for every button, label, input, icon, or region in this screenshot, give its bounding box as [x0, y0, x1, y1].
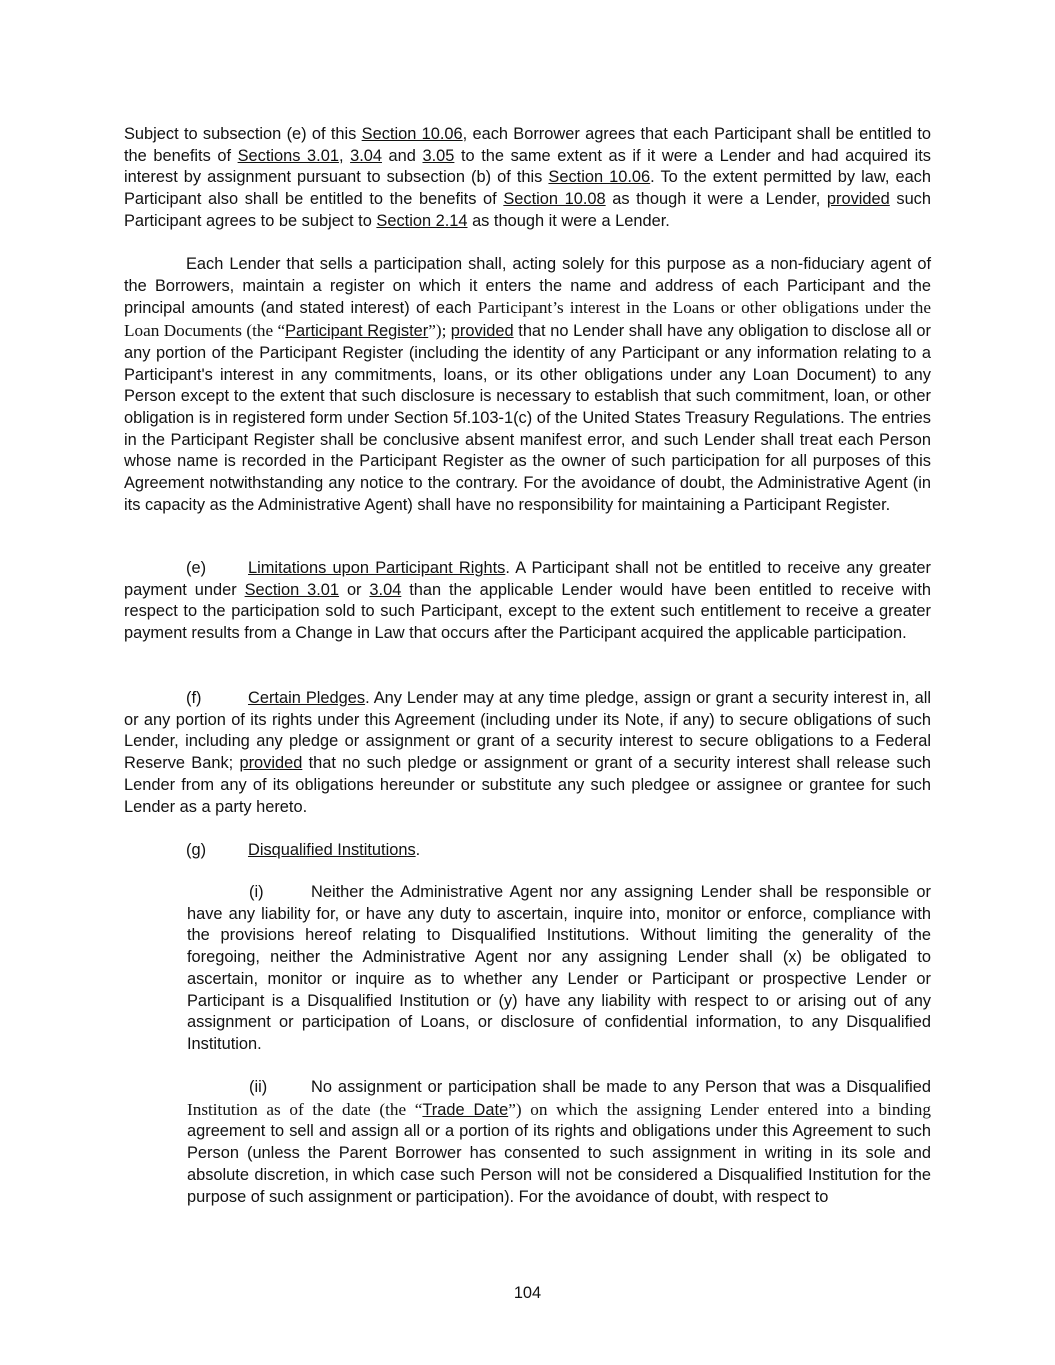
- defined-term-participant-register: Participant Register: [285, 322, 429, 341]
- defined-term-provided: provided: [450, 322, 514, 341]
- section-g-disqualified-institutions: [124, 840, 931, 862]
- cross-reference: Section 10.08: [503, 190, 606, 209]
- defined-term-provided: provided: [239, 754, 303, 773]
- text: as though it were a Lender,: [605, 190, 827, 209]
- cross-reference: Section 10.06: [548, 168, 651, 187]
- section-heading: Disqualified Institutions: [248, 841, 416, 859]
- section-f-certain-pledges: [124, 688, 931, 818]
- text: Neither the Administrative Agent nor any assigning Lender shall be responsible or have any liability for, or have any duty to ascertain, inquire into, monitor or enforce, compliance with the provisions hereof relating to Disqualified Institutions. Without limiting the generality of the foregoing, neither the Administrative Agent nor any assigning Lender shall (x) be obligated to ascertain, monitor or inquire as to whether any Lender or Participant or prospective Lender or Participant is a Disqualified Institution or (y) have any liability with respect to or arising out of any assignment or participation of Loans, or disclosure of confidential information, to any Disqualified Institution.: [187, 883, 931, 1053]
- text: that no Lender shall have any obligation to disclose all or any portion of the Participant Register (including the identity of any Participant or any information relating to a Participant's interest in any commitments, loans, or its other obligations under any Loan Document) to any Person except to the extent that such disclosure is necessary to establish that such commitment, loan, or other obligation is in registered form under Section 5f.103-1(c) of the United States Treasury Regulations. The entries in the Participant Register shall be conclusive absent manifest error, and such Lender shall treat each Person whose name is recorded in the Participant Register as the owner of such participation for all purposes of this Agreement notwithstanding any notice to the contrary. For the avoidance of doubt, the Administrative Agent (in its capacity as the Administrative Agent) shall have no responsibility for maintaining a Participant Register.: [124, 322, 931, 514]
- text: .: [415, 841, 421, 859]
- text: . Any Lender may at any time pledge, assign or grant a security interest in, all or any portion of its rights under this Agreement (including under its Note, if any) to secure obligations of such Lender, including any pledge or assignment or grant of a security interest to secure obligations to a Federal Reserve Bank;: [124, 689, 931, 773]
- section-label: (e): [186, 559, 207, 577]
- section-e-limitations: [124, 558, 931, 645]
- section-heading: Certain Pledges: [248, 689, 366, 707]
- paragraph-participant-benefits: [124, 124, 931, 233]
- text: ”) on which the assigning Lender entered into a binding: [508, 1099, 931, 1119]
- section-label: (g): [186, 841, 207, 859]
- cross-reference: 3.04: [350, 146, 382, 165]
- text: and: [381, 146, 423, 165]
- text: agreement to sell and assign all or a portion of its rights and obligations under this Agreement to such Person (unless the Parent Borrower has consented to such assignment in writing in its sole and absolute discretion, in which case such Person will not be considered a Disqualified Institution for the purpose of such assignment or participation). For the avoidance of doubt, with respect to: [187, 1122, 931, 1206]
- defined-term-provided: provided: [826, 190, 890, 209]
- section-label: (f): [186, 689, 202, 707]
- text: such Participant agrees to be subject to: [124, 190, 931, 230]
- text: that no such pledge or assignment or grant of a security interest shall release such Lender from any of its obligations hereunder or substitute any such pledgee or assignee or grantee for such Lender as a party hereto.: [124, 754, 932, 816]
- cross-reference: Section 10.06: [361, 125, 463, 143]
- cross-reference: Section 2.14: [376, 211, 468, 230]
- cross-reference: Section 3.01: [244, 580, 340, 599]
- text: . A Participant shall not be entitled to receive any greater payment under: [124, 559, 931, 599]
- subsection-i: [187, 882, 931, 1056]
- cross-reference: 3.04: [369, 580, 402, 599]
- text: ,: [338, 146, 351, 165]
- section-heading: Limitations upon Participant Rights: [248, 559, 506, 577]
- text: than the applicable Lender would have been entitled to receive with respect to the participation sold to such Participant, except to the extent such entitlement to receive a greater payment results from a Change in Law that occurs after the Participant acquired the applicable participation.: [124, 580, 931, 643]
- text: Each Lender that sells a participation shall, acting solely for this purpose as a non-fiduciary agent of the Borrowers, maintain a register on which it enters the name and address of each Participant and the principal amounts (and stated interest) of each: [124, 255, 931, 318]
- cross-reference: 3.05: [422, 146, 455, 165]
- text: . To the extent permitted by law, each Participant also shall be entitled to the benefits of: [124, 168, 931, 209]
- subsection-label: (ii): [249, 1078, 268, 1096]
- text: to the same extent as if it were a Lender and had acquired its interest by assignment pursuant to subsection (b) of this: [124, 146, 931, 187]
- text: ”);: [428, 321, 451, 341]
- text: Institution as of the date (the “: [187, 1099, 423, 1119]
- paragraph-participant-register: [124, 254, 931, 516]
- text: No assignment or participation shall be made to any Person that was a Disqualified: [311, 1078, 931, 1096]
- page-number: 104: [513, 1284, 542, 1302]
- subsection-label: (i): [249, 883, 264, 901]
- subsection-ii: [187, 1077, 931, 1208]
- text: Participant’s interest in the Loans or other obligations under the Loan Documents (the “: [124, 298, 931, 341]
- text: Subject to subsection (e) of this: [124, 125, 362, 143]
- cross-reference: Sections 3.01: [237, 146, 339, 165]
- text: or: [339, 580, 370, 599]
- text: as though it were a Lender.: [467, 211, 670, 230]
- defined-term-trade-date: Trade Date: [422, 1100, 509, 1119]
- text: , each Borrower agrees that each Participant shall be entitled to the benefits of: [124, 125, 931, 165]
